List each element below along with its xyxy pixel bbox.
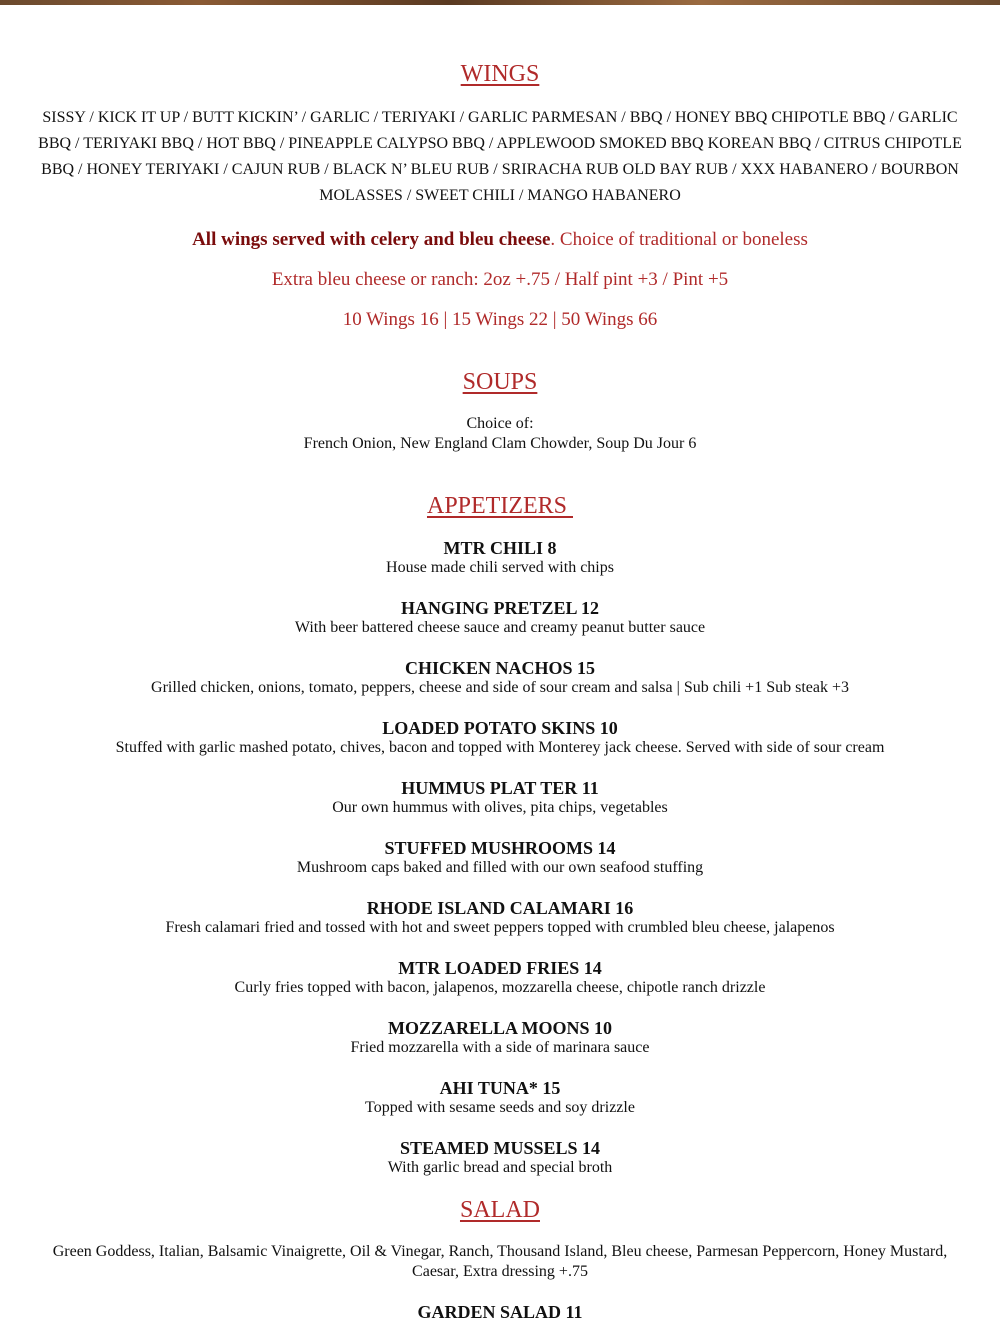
menu-item-description: With garlic bread and special broth	[387, 1159, 613, 1176]
menu-item-name: MTR CHILI 8	[443, 538, 557, 558]
menu-item-description: Stuffed with garlic mashed potato, chives, bacon and topped with Monterey jack cheese. Served with side of sour cream	[115, 739, 885, 756]
menu-item-description: Fried mozzarella with a side of marinara sauce	[350, 1039, 650, 1056]
menu-item-name: LOADED POTATO SKINS 10	[382, 718, 618, 738]
menu-item-name: STEAMED MUSSELS 14	[399, 1138, 601, 1158]
menu-item-description: House made chili served with chips	[386, 559, 614, 576]
wings-extra-dressing-note: Extra bleu cheese or ranch: 2oz +.75 / Half pint +3 / Pint +5	[271, 269, 729, 290]
menu-item	[0, 898, 1000, 938]
menu-item-name: AHI TUNA* 15	[439, 1078, 561, 1098]
soups-choice-label: Choice of:	[466, 415, 534, 432]
menu-item	[0, 598, 1000, 638]
menu-item-name: CHICKEN NACHOS 15	[404, 658, 596, 678]
menu-item-name: HANGING PRETZEL 12	[400, 598, 600, 618]
menu-item	[0, 838, 1000, 878]
menu-item-description: Fresh calamari fried and tossed with hot and sweet peppers topped with crumbled bleu cheese, jalapenos	[165, 919, 835, 936]
wings-served-with-note	[0, 228, 1000, 252]
header-photo-strip	[0, 0, 1000, 5]
wings-served-with-text: All wings served with celery and bleu cheese	[192, 229, 551, 250]
menu-item	[0, 1018, 1000, 1058]
wings-prices: 10 Wings 16 | 15 Wings 22 | 50 Wings 66	[342, 309, 658, 330]
menu-item-name: MOZZARELLA MOONS 10	[387, 1018, 613, 1038]
salad-heading: SALAD	[459, 1197, 540, 1223]
menu-item	[0, 1078, 1000, 1118]
menu-item-name: STUFFED MUSHROOMS 14	[384, 838, 616, 858]
menu-item-description: Curly fries topped with bacon, jalapenos, mozzarella cheese, chipotle ranch drizzle	[234, 979, 766, 996]
menu-item-description: With beer battered cheese sauce and creamy peanut butter sauce	[294, 619, 706, 636]
menu-item	[0, 1138, 1000, 1178]
soups-options: French Onion, New England Clam Chowder, Soup Du Jour 6	[303, 435, 697, 452]
menu-item-description: Our own hummus with olives, pita chips, vegetables	[332, 799, 668, 816]
menu-item	[0, 658, 1000, 698]
menu-item	[0, 538, 1000, 578]
menu-item-description: Topped with sesame seeds and soy drizzle	[365, 1099, 635, 1116]
appetizers-heading: APPETIZERS	[426, 493, 573, 519]
menu-item	[0, 778, 1000, 818]
menu-item-name: MTR LOADED FRIES 14	[398, 958, 602, 978]
menu-item-description: Grilled chicken, onions, tomato, peppers, cheese and side of sour cream and salsa | Sub chili +1 Sub steak +3	[151, 679, 849, 696]
menu-item-name: GARDEN SALAD 11	[417, 1302, 583, 1320]
menu-item	[0, 1302, 1000, 1320]
menu-item-name: RHODE ISLAND CALAMARI 16	[366, 898, 634, 918]
menu-item	[0, 958, 1000, 998]
wings-heading: WINGS	[460, 61, 540, 87]
menu-item-name: HUMMUS PLAT TER 11	[401, 778, 599, 798]
wings-flavor-list: SISSY / KICK IT UP / BUTT KICKIN’ / GARLIC / TERIYAKI / GARLIC PARMESAN / BBQ / HONEY BBQ CHIPOTLE BBQ / GARLIC BBQ / TERIYAKI BBQ / HOT BBQ / PINEAPPLE CALYPSO BBQ / APPLEWOOD SMOKED BBQ KOREAN BBQ / CITRUS CHIPOTLE BBQ / HONEY TERIYAKI / CAJUN RUB / BLACK N’ BLEU RUB / SRIRACHA RUB OLD BAY RUB / XXX HABANERO / BOURBON MOLASSES / SWEET CHILI / MANGO HABANERO	[38, 109, 962, 204]
soups-heading: SOUPS	[462, 369, 538, 395]
menu-item-description: Mushroom caps baked and filled with our own seafood stuffing	[296, 859, 704, 876]
salad-dressing-options: Green Goddess, Italian, Balsamic Vinaigrette, Oil & Vinegar, Ranch, Thousand Island, Bleu cheese, Parmesan Peppercorn, Honey Mustard, Caesar, Extra dressing +.75	[52, 1243, 948, 1280]
menu-item	[0, 718, 1000, 758]
wings-choice-text: . Choice of traditional or boneless	[550, 229, 808, 250]
